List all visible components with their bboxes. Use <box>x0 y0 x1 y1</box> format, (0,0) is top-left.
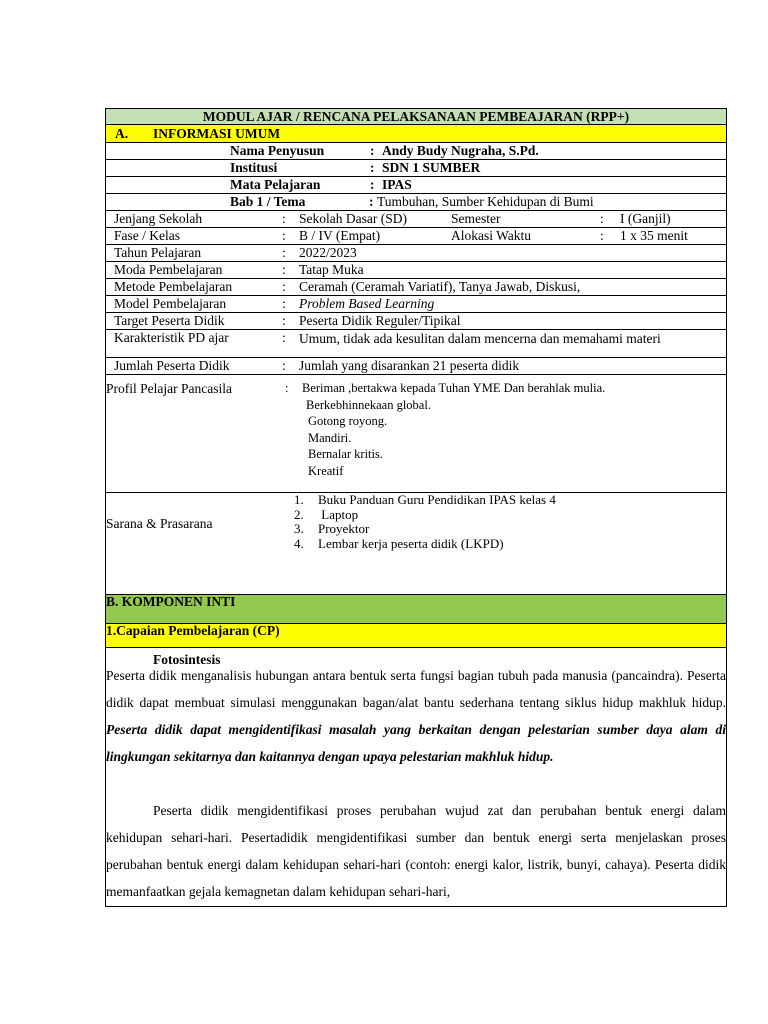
row-moda-pembelajaran <box>106 262 726 279</box>
info-bab-tema <box>106 194 726 211</box>
sarana-item <box>294 508 556 523</box>
sarana-item <box>294 493 556 508</box>
cp-body <box>106 648 726 906</box>
field-label: Jenjang Sekolah <box>114 211 203 226</box>
field-colon-2: : <box>600 228 604 243</box>
profil-item: Gotong royong. <box>308 414 388 429</box>
info-value: Tumbuhan, Sumber Kehidupan di Bumi <box>377 194 594 209</box>
row-karakteristik-pd <box>106 330 726 358</box>
field-colon: : <box>282 330 286 345</box>
cp-paragraph-2-text: Peserta didik mengidentifikasi proses perubahan wujud zat dan perubahan bentuk energi dalam kehidupan sehari-hari. Pesertadidik mengidentifikasi sumber dan bentuk energi serta menjelaskan proses perubahan bentuk energi dalam kehidupan sehari-hari (contoh: energi kalor, listrik, bunyi, cahaya). Peserta didik memanfaatkan gejala kemagnetan dalam kehidupan sehari-hari, <box>106 803 726 899</box>
info-label: Bab 1 / Tema <box>230 194 306 209</box>
field-colon: : <box>282 279 286 294</box>
cp-paragraph-1-text: Peserta didik menganalisis hubungan antara bentuk serta fungsi bagian tubuh pada manusia (pancaindra). Peserta didik dapat membuat simulasi menggunakan bagan/alat bantu sederhana tentang siklus hidup makhluk hidup. <box>106 668 726 710</box>
field-label: Jumlah Peserta Didik <box>114 358 230 373</box>
info-colon: : <box>370 143 375 158</box>
field-colon-2: : <box>600 211 604 226</box>
field-label-2: Alokasi Waktu <box>451 228 532 243</box>
row-tahun-pelajaran <box>106 245 726 262</box>
sarana-number: 1. <box>294 492 304 507</box>
cp-paragraph-2 <box>106 797 726 905</box>
cp-label: 1.Capaian Pembelajaran (CP) <box>106 623 280 638</box>
info-mata-pelajaran <box>106 177 726 194</box>
field-value: Problem Based Learning <box>299 296 435 311</box>
section-b-header <box>106 595 726 624</box>
rpp-table <box>105 108 727 907</box>
info-value: SDN 1 SUMBER <box>382 160 481 175</box>
field-label: Profil Pelajar Pancasila <box>106 381 232 396</box>
sarana-item <box>294 522 556 537</box>
info-value: Andy Budy Nugraha, S.Pd. <box>382 143 539 158</box>
cp-paragraph-1-emphasis: Peserta didik dapat mengidentifikasi masalah yang berkaitan dengan pelestarian sumber daya alam di lingkungan sekitarnya dan kaitannya dengan upaya pelestarian makhluk hidup. <box>106 722 726 764</box>
field-colon: : <box>282 262 286 277</box>
field-label: Sarana & Prasarana <box>106 516 213 531</box>
profil-list <box>302 380 605 480</box>
info-institusi <box>106 160 726 177</box>
sarana-text: Lembar kerja peserta didik (LKPD) <box>318 535 504 551</box>
field-label: Target Peserta Didik <box>114 313 225 328</box>
field-colon: : <box>282 211 286 226</box>
field-value: Umum, tidak ada kesulitan dalam mencerna dan memahami materi <box>299 331 661 346</box>
sarana-text: Laptop <box>318 506 359 522</box>
row-profil-pelajar-pancasila <box>106 375 726 493</box>
field-label: Karakteristik PD ajar <box>114 330 229 345</box>
field-label: Model Pembelajaran <box>114 296 227 311</box>
field-value: Peserta Didik Reguler/Tipikal <box>299 313 461 328</box>
sarana-number: 2. <box>294 506 304 522</box>
field-value: Sekolah Dasar (SD) <box>299 211 407 226</box>
field-label: Fase / Kelas <box>114 228 180 243</box>
field-value-2: 1 x 35 menit <box>620 228 688 243</box>
info-nama-penyusun <box>106 143 726 160</box>
row-jenjang-sekolah <box>106 211 726 228</box>
info-label: Institusi <box>230 160 278 175</box>
profil-item: Berkebhinnekaan global. <box>306 397 431 412</box>
sarana-text: Buku Panduan Guru Pendidikan IPAS kelas 4 <box>318 492 556 507</box>
info-colon: : <box>369 194 374 209</box>
field-value: Ceramah (Ceramah Variatif), Tanya Jawab, Diskusi, <box>299 279 581 294</box>
field-colon: : <box>282 358 286 373</box>
info-colon: : <box>370 177 375 192</box>
document-title-text: MODUL AJAR / RENCANA PELAKSANAAN PEMBEAJARAN (RPP+) <box>202 109 630 124</box>
info-colon: : <box>370 160 375 175</box>
field-label-2: Semester <box>451 211 501 226</box>
row-model-pembelajaran <box>106 296 726 313</box>
sarana-text: Proyektor <box>318 521 370 536</box>
field-value: B / IV (Empat) <box>299 228 381 243</box>
document-title <box>106 109 726 125</box>
field-value-2: I (Ganjil) <box>620 211 671 226</box>
info-value: IPAS <box>382 177 412 192</box>
profil-item: Kreatif <box>308 463 344 478</box>
field-label: Metode Pembelajaran <box>114 279 233 294</box>
field-colon: : <box>282 228 286 243</box>
field-value: Jumlah yang disarankan 21 peserta didik <box>299 358 520 373</box>
field-colon: : <box>285 381 289 395</box>
cp-subtitle: Fotosintesis <box>153 652 221 667</box>
field-colon: : <box>282 296 286 311</box>
sarana-item <box>294 537 556 552</box>
section-b-label: B. KOMPONEN INTI <box>106 594 236 609</box>
sarana-number: 4. <box>294 535 304 551</box>
row-metode-pembelajaran <box>106 279 726 296</box>
info-label: Mata Pelajaran <box>230 177 321 192</box>
section-a-header <box>106 125 726 143</box>
field-value: Tatap Muka <box>299 262 364 277</box>
row-jumlah-peserta-didik <box>106 358 726 375</box>
info-label: Nama Penyusun <box>230 143 325 158</box>
field-colon: : <box>282 245 286 260</box>
field-label: Moda Pembelajaran <box>114 262 223 277</box>
profil-item: Bernalar kritis. <box>308 447 383 462</box>
profil-item: Mandiri. <box>308 430 352 445</box>
cp-header <box>106 624 726 648</box>
cp-paragraph-1 <box>106 662 726 770</box>
field-label: Tahun Pelajaran <box>114 245 202 260</box>
row-fase-kelas <box>106 228 726 245</box>
row-sarana-prasarana <box>106 493 726 595</box>
sarana-list <box>294 493 556 551</box>
row-target-peserta-didik <box>106 313 726 330</box>
section-a-number: A. <box>115 126 129 141</box>
sarana-number: 3. <box>294 521 304 536</box>
profil-item: Beriman ,bertakwa kepada Tuhan YME Dan berahlak mulia. <box>302 381 606 395</box>
field-value: 2022/2023 <box>299 245 357 260</box>
section-a-label: INFORMASI UMUM <box>153 126 281 141</box>
field-colon: : <box>282 313 286 328</box>
